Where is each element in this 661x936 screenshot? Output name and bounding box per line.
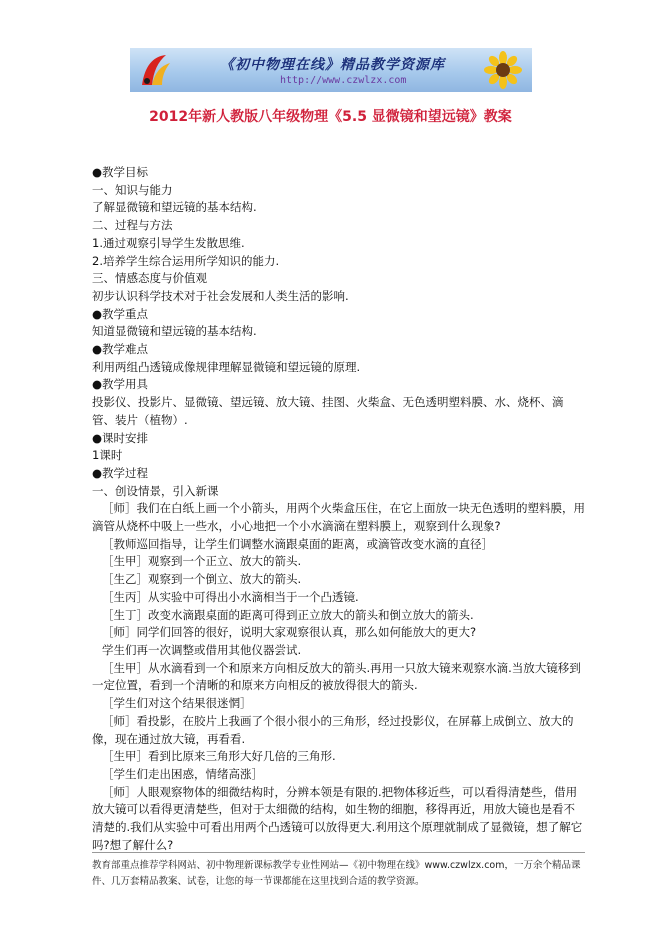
body-paragraph: ［生丙］从实验中可得出小水滴相当于一个凸透镜. (102, 589, 359, 604)
body-paragraph: ［教师巡回指导，让学生们调整水滴跟桌面的距离，或滴管改变水滴的直径］ (102, 536, 493, 551)
body-paragraph: ●教学用具 (92, 377, 149, 392)
body-paragraph: 学生们再一次调整或借用其他仪器尝试. (102, 642, 302, 657)
body-paragraph: 初步认识科学技术对于社会发展和人类生活的影响. (92, 288, 349, 303)
document-body (92, 164, 585, 854)
body-paragraph: ［生甲］看到比原来三角形大好几倍的三角形. (102, 749, 336, 764)
body-paragraph: 二、过程与方法 (92, 218, 173, 233)
body-paragraph: 利用两组凸透镜成像规律理解显微镜和望远镜的原理. (92, 359, 361, 374)
body-paragraph: ［生甲］观察到一个正立、放大的箭头. (102, 554, 302, 569)
body-paragraph: 三、情感态度与价值观 (92, 271, 207, 286)
banner-url: http://www.czwlzx.com (280, 75, 407, 86)
body-paragraph: ●教学难点 (92, 342, 149, 357)
banner-title: 《初中物理在线》精品教学资源库 (220, 57, 445, 73)
body-paragraph: 1.通过观察引导学生发散思维. (92, 235, 245, 250)
body-paragraph: 1课时 (92, 448, 123, 463)
body-paragraph: ［师］看投影，在胶片上我画了个很小很小的三角形，经过投影仪，在屏幕上成倒立、放大的像，现在通过放大镜，再看看. (92, 713, 574, 746)
body-paragraph: 知道显微镜和望远镜的基本结构. (92, 324, 257, 339)
body-paragraph: 2.培养学生综合运用所学知识的能力. (92, 253, 280, 268)
body-paragraph: ［师］同学们回答的很好，说明大家观察很认真，那么如何能放大的更大? (102, 625, 477, 640)
body-paragraph: 投影仪、投影片、显微镜、望远镜、放大镜、挂图、火柴盒、无色透明塑料膜、水、烧杯、滴管、装片（植物）. (92, 395, 564, 427)
body-paragraph: 了解显微镜和望远镜的基本结构. (92, 200, 257, 215)
body-paragraph: 一、知识与能力 (92, 182, 173, 197)
body-paragraph: ［生乙］观察到一个倒立、放大的箭头. (102, 572, 302, 587)
body-paragraph: ●教学过程 (92, 465, 149, 480)
body-paragraph: ●教学重点 (92, 306, 149, 321)
body-paragraph: ［学生们对这个结果很迷惘］ (102, 696, 252, 711)
sunflower-icon (480, 50, 526, 90)
body-paragraph: 一、创设情景，引入新课 (92, 483, 219, 498)
body-paragraph: ［生甲］从水滴看到一个和原来方向相反放大的箭头.再用一只放大镜来观察水滴.当放大镜移到一定位置，看到一个清晰的和原来方向相反的被放得很大的箭头. (92, 660, 581, 693)
header-banner (130, 48, 532, 92)
body-paragraph: ［师］人眼观察物体的细微结构时，分辨本领是有限的.把物体移近些，可以看得清楚些，借用放大镜可以看得更清楚些，但对于太细微的结构，如生物的细胞，移得再近，用放大镜也是看不清楚的.我们从实验中可看出用两个凸透镜可以放得更大.利用这个原理就制成了显微镜，想了解它吗?想了解什么? (92, 784, 583, 852)
body-paragraph: ●教学目标 (92, 165, 149, 179)
body-paragraph: ［学生们走出困惑，情绪高涨］ (102, 766, 263, 781)
document-title: 2012年新人教版八年级物理《5.5 显微镜和望远镜》教案 (149, 109, 512, 125)
site-logo-icon (136, 51, 174, 89)
page-footer: 教育部重点推荐学科网站、初中物理新课标教学专业性网站—《初中物理在线》www.czwlzx.com，一万余个精品课件、几万套精品教案、试卷，让您的每一节课都能在这里找到合适的教学资源。 (92, 852, 585, 890)
body-paragraph: ［生丁］改变水滴跟桌面的距离可得到正立放大的箭头和倒立放大的箭头. (102, 607, 474, 622)
body-paragraph: ［师］我们在白纸上画一个小箭头，用两个火柴盒压住，在它上面放一块无色透明的塑料膜，用滴管从烧杯中吸上一些水，小心地把一个小水滴滴在塑料膜上，观察到什么现象? (92, 501, 585, 534)
body-paragraph: ●课时安排 (92, 430, 149, 445)
